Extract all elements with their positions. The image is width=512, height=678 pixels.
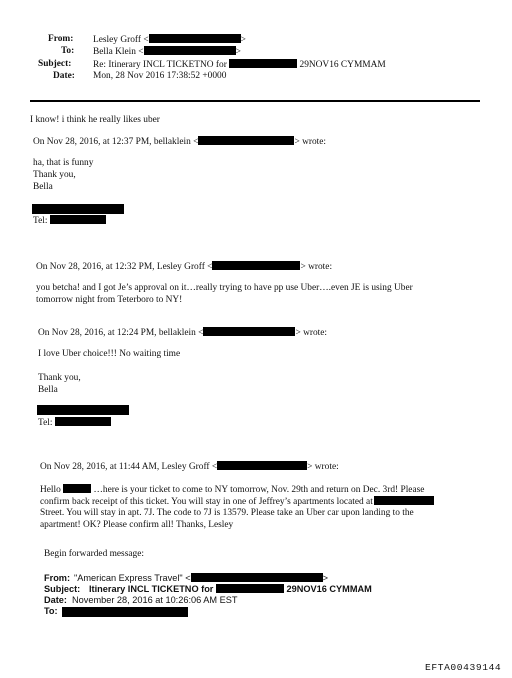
redaction xyxy=(149,34,241,43)
subject-label: Subject: xyxy=(38,59,72,69)
date-value: Mon, 28 Nov 2016 17:38:52 +0000 xyxy=(93,71,227,81)
from-tail: > xyxy=(240,35,246,45)
date-label: Date: xyxy=(53,71,75,81)
to-tail: > xyxy=(235,47,241,57)
quote4-header xyxy=(40,461,339,473)
fwd-from-label: From: xyxy=(44,573,71,583)
from-line xyxy=(93,34,246,46)
fwd-from-line xyxy=(74,573,328,584)
quote1-header xyxy=(33,136,326,148)
forwarded-intro: Begin forwarded message: xyxy=(44,549,144,559)
subject-value: Re: Itinerary INCL TICKETNO for xyxy=(93,60,227,70)
fwd-to-label: To: xyxy=(44,606,58,616)
quote1-wrote: > wrote: xyxy=(294,137,327,147)
redaction xyxy=(37,405,129,415)
quote2-line: tomorrow night from Teterboro to NY! xyxy=(36,295,183,305)
bates-number: EFTA00439144 xyxy=(425,662,502,673)
redaction xyxy=(32,204,124,214)
quote4-line: apartment! OK? Please confirm all! Thanks, Lesley xyxy=(40,520,234,530)
quote2-wrote: > wrote: xyxy=(300,262,333,272)
quote4-text: …here is your ticket to come to NY tomorrow, Nov. 29th and return on Dec. 3rd! Please xyxy=(93,485,425,495)
redaction xyxy=(216,584,284,593)
quote4-line: Street. You will stay in apt. 7J. The code to 7J is 13579. Please take an Uber car upon landing to the xyxy=(40,508,414,518)
quote2-line: you betcha! and I got Je’s approval on it…really trying to have pp use Uber….even JE is using Uber xyxy=(36,283,413,293)
redaction xyxy=(374,496,434,505)
fwd-subject-value: Itinerary INCL TICKETNO for xyxy=(89,584,214,594)
quote1-line: Thank you, xyxy=(33,170,76,180)
quote1-line: Bella xyxy=(33,182,53,192)
quote3-intro: On Nov 28, 2016, at 12:24 PM, bellaklein < xyxy=(38,328,204,338)
redaction xyxy=(55,417,111,426)
quote4-text: confirm back receipt of this ticket. You will stay in one of Jeffrey’s apartments located at xyxy=(40,497,373,507)
quote4-intro: On Nov 28, 2016, at 11:44 AM, Lesley Groff < xyxy=(40,462,218,472)
redaction xyxy=(144,46,236,55)
to-line xyxy=(93,46,241,58)
quote2-intro: On Nov 28, 2016, at 12:32 PM, Lesley Groff < xyxy=(36,262,213,272)
redaction xyxy=(229,59,297,68)
fwd-from-tail: > xyxy=(322,573,328,583)
to-label: To: xyxy=(61,46,75,56)
fwd-subject-line xyxy=(89,584,372,595)
fwd-date-value: November 28, 2016 at 10:26:06 AM EST xyxy=(72,595,238,605)
quote4-line xyxy=(40,496,434,508)
fwd-from-value: "American Express Travel" < xyxy=(74,573,191,583)
fwd-subject-tail: 29NOV16 CYMMAM xyxy=(286,584,372,594)
quote3-line: I love Uber choice!!! No waiting time xyxy=(38,349,181,359)
redaction xyxy=(198,136,294,145)
quote1-line: ha, that is funny xyxy=(33,158,94,168)
fwd-subject-label: Subject: xyxy=(44,584,81,594)
quote1-tel xyxy=(33,215,106,227)
tel-label: Tel: xyxy=(33,216,48,226)
redaction xyxy=(217,461,307,470)
quote4-wrote: > wrote: xyxy=(307,462,339,472)
redaction xyxy=(50,215,106,224)
quote3-wrote: > wrote: xyxy=(295,328,328,338)
quote3-line: Thank you, xyxy=(38,373,81,383)
from-label: From: xyxy=(48,34,74,44)
subject-line xyxy=(93,59,386,71)
quote4-line xyxy=(40,484,424,496)
redaction xyxy=(63,484,91,493)
subject-tail: 29NOV16 CYMMAM xyxy=(299,60,386,70)
quote2-header xyxy=(36,261,332,273)
redaction xyxy=(62,607,188,617)
redaction xyxy=(191,573,323,582)
redaction xyxy=(203,327,295,336)
tel-label: Tel: xyxy=(38,418,53,428)
quote3-header xyxy=(38,327,327,339)
reply-line: I know! i think he really likes uber xyxy=(30,115,160,125)
fwd-date-label: Date: xyxy=(44,595,67,605)
redaction xyxy=(212,261,300,270)
header-divider xyxy=(30,100,480,102)
quote3-tel xyxy=(38,417,111,429)
quote1-intro: On Nov 28, 2016, at 12:37 PM, bellaklein < xyxy=(33,137,199,147)
greeting: Hello xyxy=(40,485,61,495)
from-value: Lesley Groff < xyxy=(93,35,149,45)
quote3-line: Bella xyxy=(38,385,58,395)
to-value: Bella Klein < xyxy=(93,47,144,57)
